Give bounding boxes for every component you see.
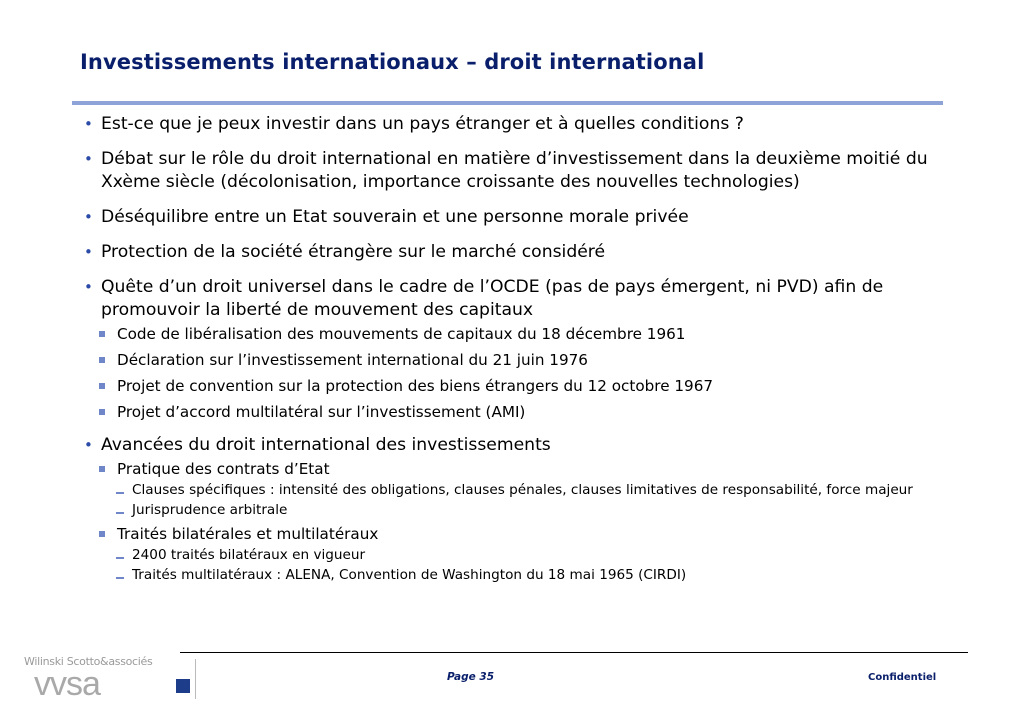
footer-divider [180, 652, 968, 653]
logo-company-name: Wilinski Scotto&associés [24, 655, 153, 668]
bullet-item [84, 241, 944, 264]
sub-sub-bullet-item [84, 567, 944, 584]
square-bullet-icon [99, 531, 105, 537]
bullet-text: Protection de la société étrangère sur le marché considéré [101, 242, 606, 262]
bullet-dot-icon: • [84, 115, 93, 133]
sub-bullet-item [84, 525, 944, 544]
bullet-text: Avancées du droit international des investissements [101, 435, 551, 455]
company-logo [24, 655, 200, 701]
sub-bullet-item [84, 460, 944, 479]
bullet-dot-icon: • [84, 208, 93, 226]
bullet-dot-icon: • [84, 278, 93, 296]
sub-bullet-text: Déclaration sur l’investissement international du 21 juin 1976 [117, 351, 588, 369]
sub-sub-bullet-item [84, 547, 944, 564]
slide-content [84, 113, 944, 587]
sub-sub-bullet-item [84, 482, 944, 499]
bullet-item [84, 148, 944, 194]
confidential-label: Confidentiel [868, 672, 937, 683]
sub-bullet-text: Projet d’accord multilatéral sur l’investissement (AMI) [117, 403, 526, 421]
page-number: Page 35 [447, 671, 495, 683]
bullet-text: Quête d’un droit universel dans le cadre de l’OCDE (pas de pays émergent, ni PVD) afin de promouvoir la liberté de mouvement des capitaux [101, 277, 884, 320]
dash-bullet-icon [116, 557, 124, 559]
square-bullet-icon [99, 357, 105, 363]
bullet-item [84, 206, 944, 229]
square-bullet-icon [99, 409, 105, 415]
dash-bullet-icon [116, 577, 124, 579]
slide-title: Investissements internationaux – droit international [80, 50, 705, 74]
bullet-text: Débat sur le rôle du droit international en matière d’investissement dans la deuxième moitié du Xxème siècle (décolonisation, importance croissante des nouvelles technologies) [101, 149, 928, 192]
bullet-item [84, 113, 944, 136]
bullet-item [84, 434, 944, 457]
sub-bullet-list [84, 325, 944, 422]
sub-sub-bullet-text: 2400 traités bilatéraux en vigueur [132, 547, 366, 563]
sub-bullet-item [84, 403, 944, 422]
bullet-text: Déséquilibre entre un Etat souverain et une personne morale privée [101, 207, 689, 227]
dash-bullet-icon [116, 492, 124, 494]
bullet-dot-icon: • [84, 150, 93, 168]
logo-divider [195, 659, 196, 699]
logo-square-icon [176, 679, 190, 693]
sub-sub-bullet-list [84, 482, 944, 519]
bullet-item [84, 276, 944, 322]
sub-bullet-item [84, 377, 944, 396]
bullet-dot-icon: • [84, 436, 93, 454]
square-bullet-icon [99, 331, 105, 337]
sub-sub-bullet-text: Clauses spécifiques : intensité des obligations, clauses pénales, clauses limitatives de responsabilité, force majeur [132, 482, 913, 498]
sub-sub-bullet-list [84, 547, 944, 584]
sub-sub-bullet-item [84, 502, 944, 519]
sub-bullet-item [84, 325, 944, 344]
square-bullet-icon [99, 466, 105, 472]
dash-bullet-icon [116, 512, 124, 514]
sub-bullet-item [84, 351, 944, 370]
sub-bullet-text: Traités bilatérales et multilatéraux [117, 525, 379, 543]
sub-bullet-text: Projet de convention sur la protection des biens étrangers du 12 octobre 1967 [117, 377, 714, 395]
sub-bullet-list [84, 460, 944, 584]
sub-sub-bullet-text: Jurisprudence arbitrale [132, 502, 288, 518]
bullet-dot-icon: • [84, 243, 93, 261]
bullet-text: Est-ce que je peux investir dans un pays étranger et à quelles conditions ? [101, 114, 744, 134]
sub-bullet-text: Code de libéralisation des mouvements de capitaux du 18 décembre 1961 [117, 325, 686, 343]
sub-bullet-text: Pratique des contrats d’Etat [117, 460, 330, 478]
square-bullet-icon [99, 383, 105, 389]
title-divider [72, 101, 943, 105]
logo-mark: vvsa [34, 665, 100, 703]
sub-sub-bullet-text: Traités multilatéraux : ALENA, Convention de Washington du 18 mai 1965 (CIRDI) [132, 567, 687, 583]
